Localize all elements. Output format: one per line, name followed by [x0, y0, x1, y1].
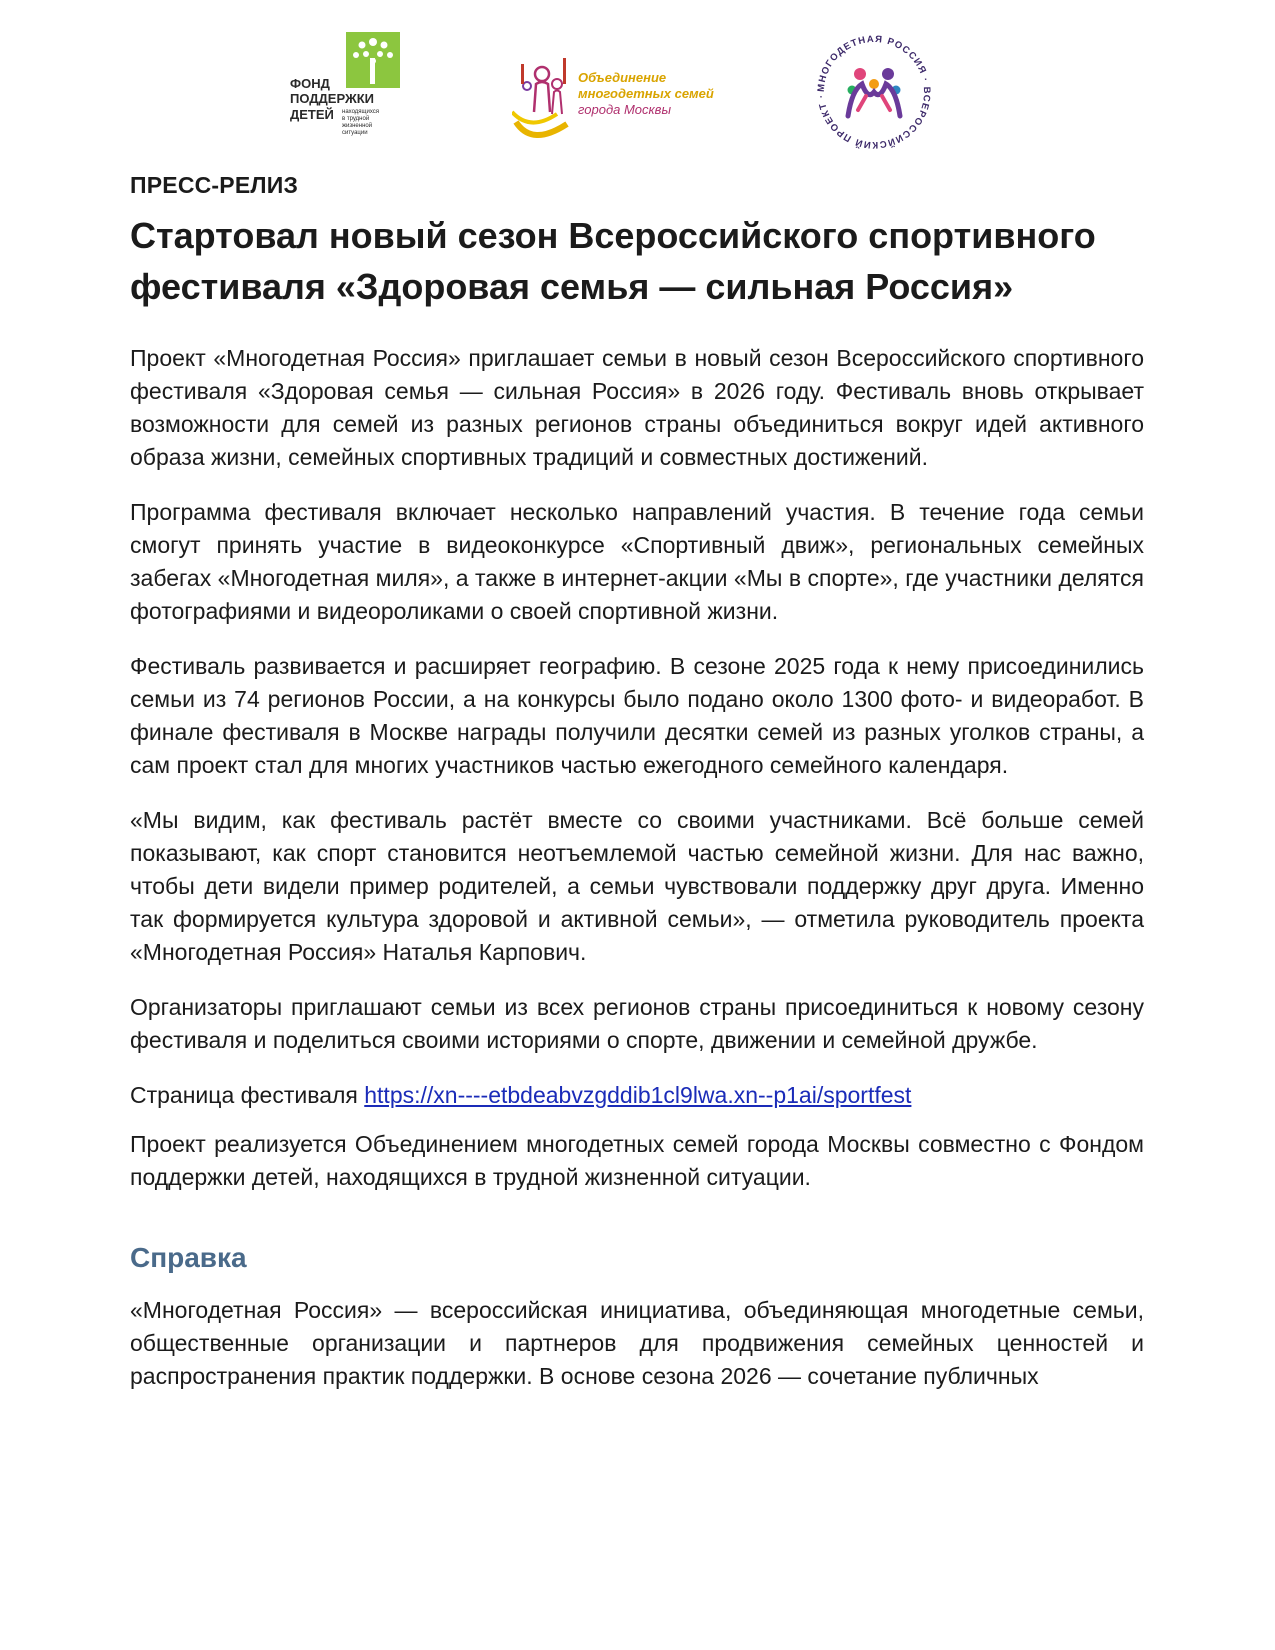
festival-page-label: Страница фестиваля [130, 1082, 358, 1108]
festival-link[interactable]: https://xn----etbdeabvzgddib1cl9lwa.xn--p1ai/sportfest [364, 1082, 912, 1108]
association-logo-line2: многодетных семей [578, 86, 714, 101]
family-icon [512, 58, 567, 135]
mnogodetnaya-rossiya-logo [812, 30, 936, 154]
fund-logo-small1: находящихся [342, 109, 380, 115]
fund-logo-line3: ДЕТЕЙ [290, 107, 334, 122]
fund-logo-small3: жизненной [342, 123, 373, 129]
fund-logo-line1: ФОНД [290, 76, 330, 91]
press-release [130, 170, 1144, 1393]
association-logo [512, 52, 722, 147]
fund-logo [290, 30, 430, 145]
paragraph-implementation: Проект реализуется Объединением многодетных семей города Москвы совместно с Фондом поддержки детей, находящихся в трудной жизненной ситуации. [130, 1131, 1144, 1190]
paragraph-intro: Проект «Многодетная Россия» приглашает семьи в новый сезон Всероссийского спортивного фестиваля «Здоровая семья — сильная Россия» в 2026 году. Фестиваль вновь открывает возможности для семей из разных регионов страны объединиться вокруг идей активного образа жизни, семейных спортивных традиций и совместных достижений. [130, 345, 1144, 470]
document-title: Стартовал новый сезон Всероссийского спортивного фестиваля «Здоровая семья — сильная Россия» [130, 215, 1096, 307]
fund-logo-line2: ПОДДЕРЖКИ [290, 91, 375, 106]
festival-page-line [130, 1079, 1144, 1112]
paragraph-quote: «Мы видим, как фестиваль растёт вместе со своими участниками. Всё больше семей показывают, как спорт становится неотъемлемой частью семейной жизни. Для нас важно, чтобы дети видели пример родителей, а семьи чувствовали поддержку друг друга. Именно так формируется культура здоровой и активной семьи», — отметила руководитель проекта «Многодетная Россия» Наталья Карпович. [130, 807, 1144, 965]
logo-strip [0, 22, 1275, 152]
fund-logo-small4: ситуации [342, 130, 368, 136]
paragraph-invitation: Организаторы приглашают семьи из всех регионов страны присоединиться к новому сезону фестиваля и поделиться своими историями о спорте, движении и семейной дружбе. [130, 994, 1144, 1053]
association-logo-line3: города Москвы [578, 102, 672, 117]
logo-ring-text: МНОГОДЕТНАЯ РОССИЯ · ВСЕРОССИЙСКИЙ ПРОЕКТ · [815, 33, 933, 151]
document-kicker: ПРЕСС-РЕЛИЗ [130, 172, 299, 198]
reference-heading: Справка [130, 1242, 247, 1273]
association-logo-line1: Объединение [578, 70, 667, 85]
fund-logo-small2: в трудной [342, 116, 370, 122]
paragraph-program: Программа фестиваля включает несколько направлений участия. В течение года семьи смогут принять участие в видеоконкурсе «Спортивный движ», региональных семейных забегах «Многодетная миля», а также в интернет-акции «Мы в спорте», где участники делятся фотографиями и видеороликами о своей спортивной жизни. [130, 499, 1144, 624]
reference-paragraph: «Многодетная Россия» — всероссийская инициатива, объединяющая многодетные семьи, общественные организации и партнеров для продвижения семейных ценностей и распространения практик поддержки. В основе сезона 2026 — сочетание публичных [130, 1297, 1144, 1389]
paragraph-geography: Фестиваль развивается и расширяет географию. В сезоне 2025 года к нему присоединились семьи из 74 регионов России, а на конкурсы было подано около 1300 фото- и видеоработ. В финале фестиваля в Москве награды получили десятки семей из разных уголков страны, а сам проект стал для многих участников частью ежегодного семейного календаря. [130, 653, 1144, 778]
family-group-icon [848, 68, 901, 116]
